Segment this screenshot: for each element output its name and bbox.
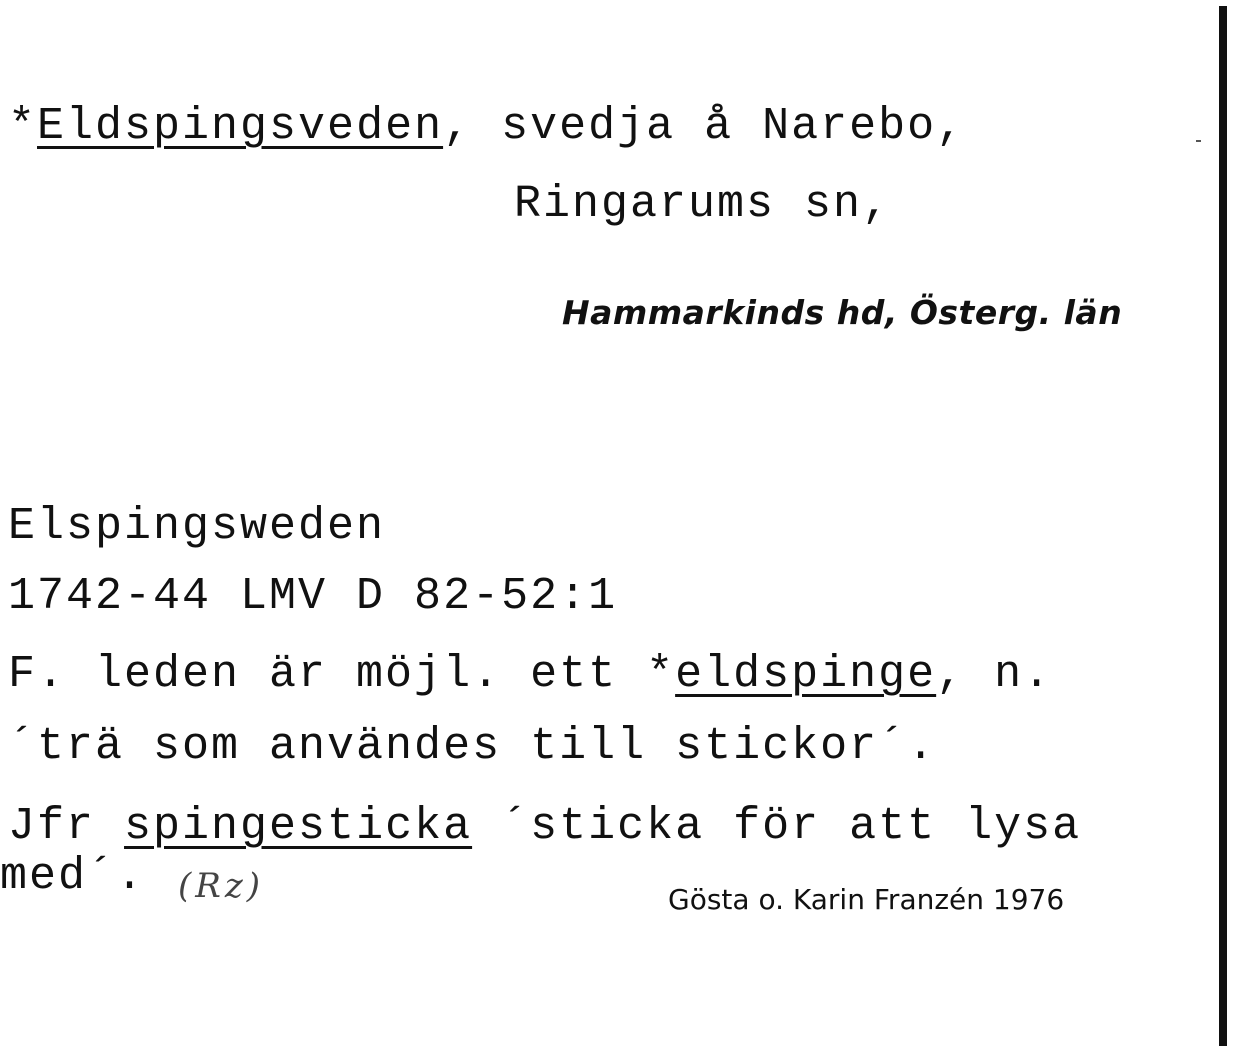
credit-line: Gösta o. Karin Franzén 1976: [668, 883, 1065, 916]
note-line-3-text: Jfr: [8, 801, 125, 852]
headword-name: Eldspingsveden: [37, 101, 444, 152]
parish-line: Ringarums sn,: [514, 179, 892, 230]
note-word-spingesticka: spingesticka: [124, 801, 473, 852]
note-line-1-text: F. leden är möjl. ett *: [8, 649, 676, 700]
headword-rest: , svedja å Narebo,: [443, 101, 966, 152]
district-line: Hammarkinds hd, Österg. län: [562, 293, 1123, 332]
note-word-eldspinge: eldspinge: [675, 649, 937, 700]
source-reference: 1742-44 LMV D 82-52:1: [8, 571, 618, 622]
note-line-3-end: ´sticka för att lysa: [472, 801, 1082, 852]
scan-speck: [1196, 140, 1201, 142]
note-line-4: med´.: [0, 851, 146, 902]
note-line-1-end: , n.: [936, 649, 1053, 700]
headword-line: [8, 101, 966, 152]
card-right-border: [1219, 6, 1227, 1046]
headword-asterisk: *: [8, 101, 38, 152]
note-line-2: ´trä som användes till stickor´.: [8, 721, 937, 772]
historical-form: Elspingsweden: [8, 501, 386, 552]
note-line-1: [8, 649, 1053, 700]
note-line-3: [8, 801, 1082, 852]
handwritten-initials: (Rz): [178, 866, 265, 906]
